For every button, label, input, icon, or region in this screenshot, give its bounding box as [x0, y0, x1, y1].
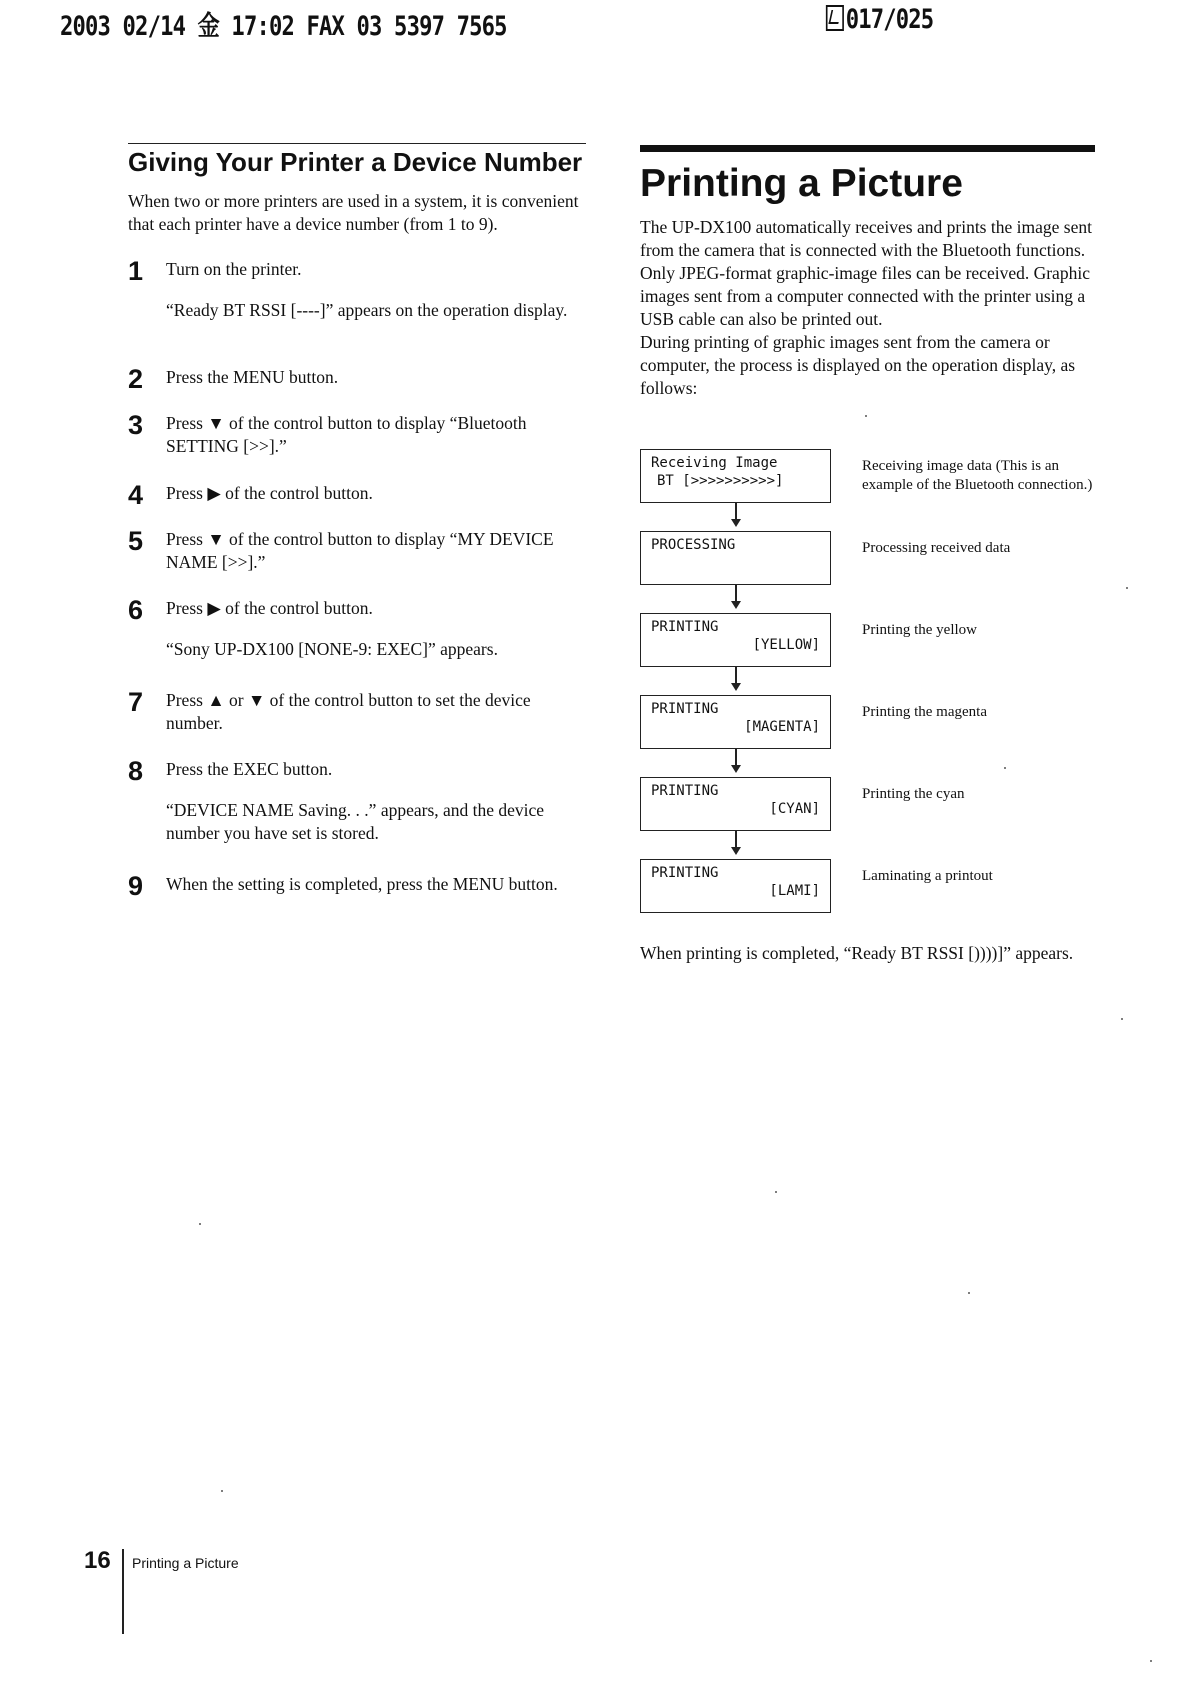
flow-desc: Printing the magenta	[862, 704, 987, 720]
step-8	[128, 758, 586, 845]
flow-desc: Processing received data	[862, 540, 1011, 556]
lcd-printing-cyan	[640, 777, 831, 831]
fax-page-counter: 017/025	[845, 4, 934, 35]
fax-header	[60, 4, 1142, 44]
lcd-printing-magenta	[640, 695, 831, 749]
down-arrow-icon	[731, 667, 741, 691]
step-6	[128, 597, 586, 661]
lcd-line2: BT [>>>>>>>>>>]	[657, 473, 784, 489]
fax-header-right	[826, 4, 933, 44]
step-note: “Ready BT RSSI [----]” appears on the operation display.	[166, 300, 568, 320]
page-number: 16	[84, 1547, 111, 1574]
lcd-printing-yellow	[640, 613, 831, 667]
step-text: Press ▲ or ▼ of the control button to set the device number.	[166, 690, 531, 733]
footer-divider	[122, 1549, 124, 1634]
flow-desc: Printing the cyan	[862, 786, 965, 802]
down-arrow-icon	[731, 749, 741, 773]
step-number: 9	[128, 871, 144, 901]
step-text: Press the EXEC button.	[166, 759, 333, 779]
step-5	[128, 528, 586, 574]
step-2	[128, 364, 586, 394]
lcd-line1: PROCESSING	[651, 537, 736, 553]
intro-paragraph: The UP-DX100 automatically receives and prints the image sent from the camera that is connected with the Bluetooth functions. Only JPEG-format graphic-image files can be received. Graphic images sent from a computer connected with the printer using a USB cable can also be printed out.	[640, 217, 1092, 329]
step-text: When the setting is completed, press the MENU button.	[166, 874, 558, 894]
step-3	[128, 412, 586, 458]
down-arrow-icon	[731, 503, 741, 527]
step-text: Press ▼ of the control button to display “Bluetooth SETTING [>>].”	[166, 413, 527, 456]
lcd-line1: Receiving Image	[651, 455, 778, 471]
step-number: 1	[128, 256, 144, 286]
title-rule	[640, 145, 1095, 152]
lcd-line2: [CYAN]	[769, 801, 820, 817]
step-1	[128, 258, 586, 322]
down-arrow-icon	[731, 585, 741, 609]
section-heading: Giving Your Printer a Device Number	[128, 147, 583, 177]
step-9	[128, 871, 586, 901]
step-text: Press the MENU button.	[166, 367, 339, 387]
step-text: Press ▶ of the control button.	[166, 483, 373, 503]
section-rule	[128, 143, 586, 144]
step-number: 2	[128, 364, 144, 394]
step-4	[128, 480, 586, 510]
section-intro: When two or more printers are used in a system, it is convenient that each printer have a device number (from 1 to 9).	[128, 191, 579, 234]
step-text: Press ▶ of the control button.	[166, 598, 373, 618]
completed-note: When printing is completed, “Ready BT RSSI [))))]” appears.	[640, 943, 1074, 963]
lcd-line2: [YELLOW]	[752, 637, 820, 653]
device-number-section	[128, 143, 586, 901]
lcd-line2: [LAMI]	[769, 883, 820, 899]
lcd-line1: PRINTING	[651, 619, 719, 635]
step-number: 3	[128, 410, 144, 440]
down-arrow-icon	[731, 831, 741, 855]
step-note: “DEVICE NAME Saving. . .” appears, and the device number you have set is stored.	[166, 800, 545, 843]
lcd-line2: [MAGENTA]	[744, 719, 820, 735]
step-text: Press ▼ of the control button to display “MY DEVICE NAME [>>].”	[166, 529, 554, 572]
printing-section	[640, 145, 1095, 400]
fax-header-left: 2003 02/14 金 17:02 FAX 03 5397 7565	[60, 11, 507, 42]
lcd-line1: PRINTING	[651, 701, 719, 717]
process-paragraph: During printing of graphic images sent from the camera or computer, the process is displayed on the operation display, as follows:	[640, 332, 1076, 398]
process-flow	[640, 449, 1095, 919]
step-number: 7	[128, 687, 144, 717]
lcd-receiving	[640, 449, 831, 503]
step-number: 4	[128, 480, 144, 510]
step-note: “Sony UP-DX100 [NONE-9: EXEC]” appears.	[166, 639, 498, 659]
footer-section-label: Printing a Picture	[132, 1555, 239, 1571]
lcd-processing	[640, 531, 831, 585]
fax-page-icon	[826, 5, 844, 31]
lcd-printing-lami	[640, 859, 831, 913]
step-number: 5	[128, 526, 144, 556]
step-number: 6	[128, 595, 144, 625]
lcd-line1: PRINTING	[651, 783, 719, 799]
step-text: Turn on the printer.	[166, 259, 302, 279]
page-title: Printing a Picture	[640, 162, 963, 205]
flow-desc: Printing the yellow	[862, 622, 977, 638]
flow-desc: Receiving image data (This is an example of the Bluetooth connection.)	[862, 458, 1093, 493]
step-number: 8	[128, 756, 144, 786]
lcd-line1: PRINTING	[651, 865, 719, 881]
step-7	[128, 689, 586, 735]
flow-desc: Laminating a printout	[862, 868, 993, 884]
